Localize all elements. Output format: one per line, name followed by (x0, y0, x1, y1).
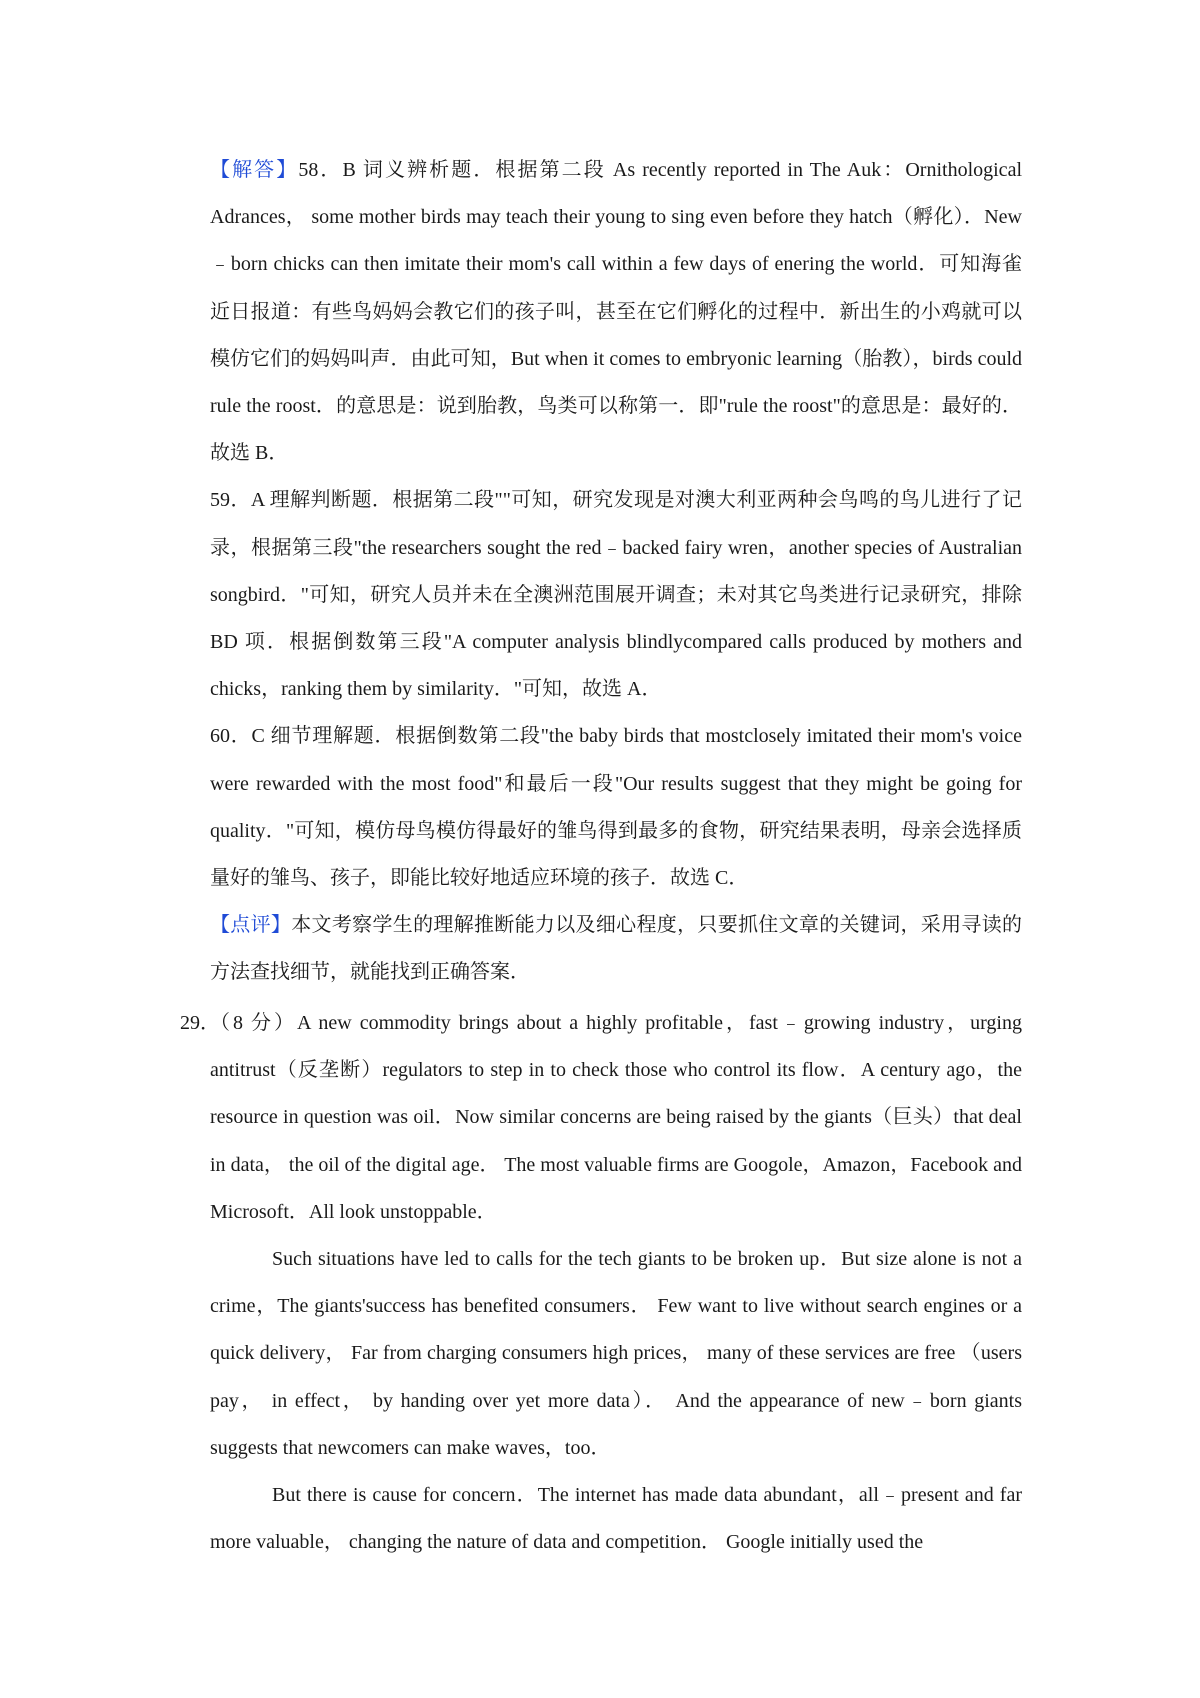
comment (210, 902, 1022, 996)
comment-tag: 【点评】 (210, 914, 292, 937)
answer-q60: 60．C 细节理解题．根据倒数第二段"the baby birds that mostclosely imitated their mom's voice were rewarded with the most food"和最后一段"Our results suggest that they might be going for quality．"可知，模仿母鸟模仿得最好的雏鸟得到最多的食物，研究结果表明，母亲会选择质量好的雏鸟、孩子，即能比较好地适应环境的孩子．故选 C． (210, 725, 1022, 890)
question-number: 29． (180, 1012, 220, 1034)
answer-tag: 【解答】 (210, 159, 299, 181)
answer-q59: 59．A 理解判断题．根据第二段""可知，研究发现是对澳大利亚两种会鸟鸣的鸟儿进行了记录，根据第三段"the researchers sought the red﹣backed fairy wren，another species of Australian songbird．"可知，研究人员并未在全澳洲范围展开调查；未对其它鸟类进行记录研究，排除 BD 项．根据倒数第三段"A computer analysis blindlycompared calls produced by mothers and chicks，ranking them by similarity．"可知，故选 A． (210, 489, 1022, 701)
question-29-paragraph-3: But there is cause for concern．The internet has made data abundant，all﹣present and far more valuable， changing the nature of data and competition． Google initially used the (210, 1484, 1022, 1554)
question-29 (180, 1000, 1022, 1566)
answer-q58-text: 58．B 词义辨析题．根据第二段 As recently reported in The Auk：Ornithological Adrances， some mother birds may teach their young to sing even before they hatch（孵化）．New﹣born chicks can then imitate their mom's call within a few days of enering the world．可知海雀近日报道：有些鸟妈妈会教它们的孩子叫，甚至在它们孵化的过程中．新出生的小鸡就可以模仿它们的妈妈叫声．由此可知，But when it comes to embryonic learning（胎教），birds could rule the roost．的意思是：说到胎教，鸟类可以称第一．即"rule the roost"的意思是：最好的．故选 B． (210, 159, 1022, 465)
answer-q58 (210, 147, 1022, 477)
question-29-paragraph-1: （8 分）A new commodity brings about a highly profitable，fast﹣growing industry，urging antitrust（反垄断）regulators to step in to check those who control its flow．A century ago，the resource in question was oil．Now similar concerns are being raised by the giants（巨头）that deal in data， the oil of the digital age． The most valuable firms are Googole，Amazon，Facebook and Microsoft．All look unstoppable． (210, 1012, 1022, 1223)
question-29-paragraph-2: Such situations have led to calls for the tech giants to be broken up．But size alone is not a crime，The giants'success has benefited consumers． Few want to live without search engines or a quick delivery， Far from charging consumers high prices， many of these services are free （users pay， in effect， by handing over yet more data）． And the appearance of new﹣born giants suggests that newcomers can make waves，too． (210, 1248, 1022, 1459)
comment-text: 本文考察学生的理解推断能力以及细心程度，只要抓住文章的关键词，采用寻读的方法查找细节，就能找到正确答案． (210, 914, 1023, 984)
answer-section (210, 147, 1022, 997)
